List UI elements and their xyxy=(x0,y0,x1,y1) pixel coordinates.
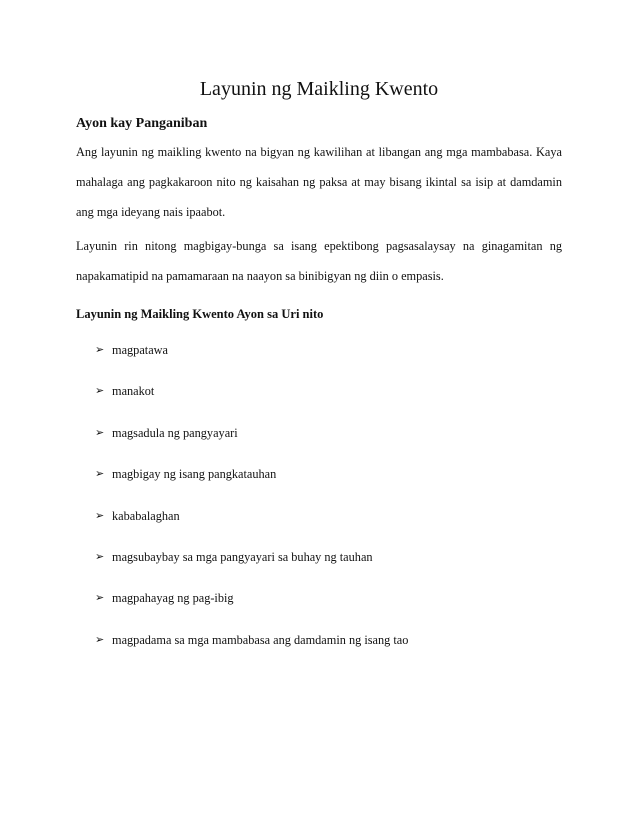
section-heading-panganiban: Ayon kay Panganiban xyxy=(76,116,208,131)
arrow-bullet-icon: ➢ xyxy=(95,508,105,522)
list-item-text: magpatawa xyxy=(112,343,168,357)
arrow-bullet-icon: ➢ xyxy=(95,467,105,481)
arrow-bullet-icon: ➢ xyxy=(95,384,105,398)
list-item-text: magsadula ng pangyayari xyxy=(112,425,238,440)
list-item-text: magpadama sa mga mambabasa ang damdamin ng isang tao xyxy=(112,632,409,647)
section-heading-uri: Layunin ng Maikling Kwento Ayon sa Uri nito xyxy=(76,307,324,321)
list-item-text: magbigay ng isang pangkatauhan xyxy=(112,467,277,482)
paragraph-1 xyxy=(76,144,562,234)
list-item-text: magsubaybay sa mga pangyayari sa buhay ng tauhan xyxy=(112,549,373,564)
arrow-bullet-icon: ➢ xyxy=(95,425,105,439)
paragraph-1-line-2: mahalaga ang pagkakaroon nito ng kaisahan ng paksa at may bisang ikintal sa isip at damdamin xyxy=(76,175,562,189)
list-item-text: manakot xyxy=(112,384,155,399)
list-item xyxy=(95,632,408,673)
arrow-bullet-icon: ➢ xyxy=(95,591,105,605)
arrow-bullet-icon: ➢ xyxy=(95,343,105,356)
list-item xyxy=(95,549,408,590)
list-item xyxy=(95,508,408,549)
paragraph-1-line-1: Ang layunin ng maikling kwento na bigyan ng kawilihan at libangan ang mga mambabasa. Kaya xyxy=(76,145,562,159)
arrow-bullet-icon: ➢ xyxy=(95,632,105,646)
list-item xyxy=(95,383,408,424)
paragraph-2 xyxy=(76,238,562,298)
bullet-list xyxy=(95,342,408,673)
arrow-bullet-icon: ➢ xyxy=(95,549,105,563)
list-item xyxy=(95,425,408,466)
list-item xyxy=(95,342,408,383)
list-item xyxy=(95,466,408,507)
list-item-text: kababalaghan xyxy=(112,508,180,523)
paragraph-2-line-1: Layunin rin nitong magbigay-bunga sa isang epektibong pagsasalaysay na ginagamitan ng xyxy=(76,239,562,253)
document-title: Layunin ng Maikling Kwento xyxy=(199,78,439,100)
paragraph-1-line-3: ang mga ideyang nais ipaabot. xyxy=(76,205,226,219)
list-item xyxy=(95,590,408,631)
list-item-text: magpahayag ng pag-ibig xyxy=(112,591,234,606)
paragraph-2-line-2: napakamatipid na pamamaraan na naayon sa binibigyan ng diin o empasis. xyxy=(76,269,444,283)
